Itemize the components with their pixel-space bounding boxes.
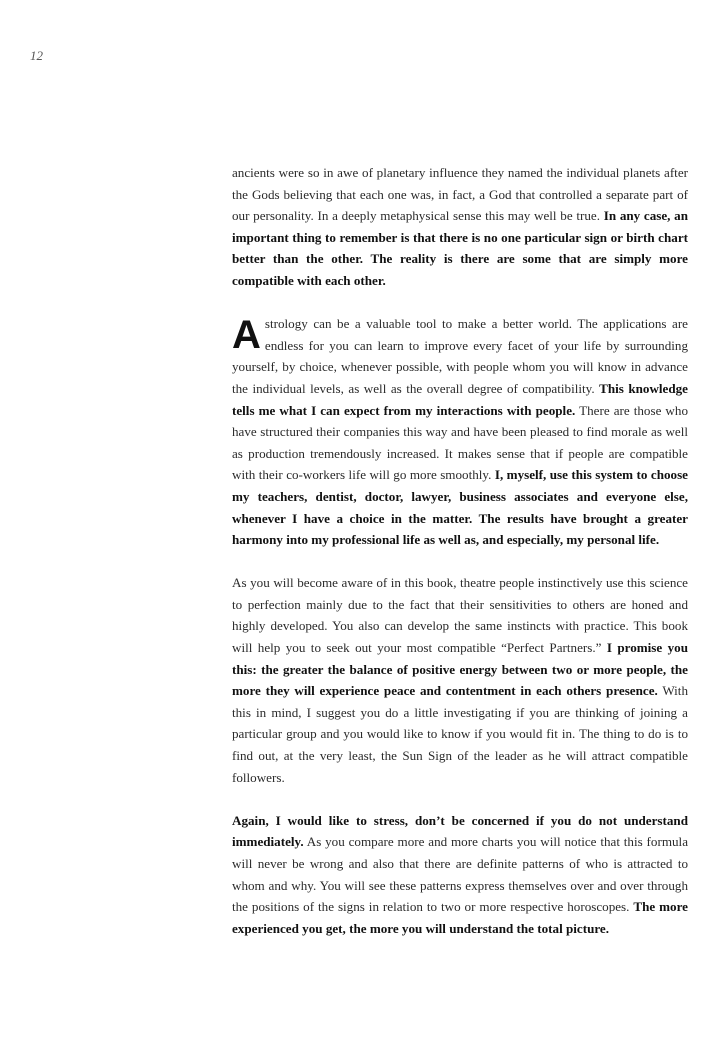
- paragraph-4: [232, 810, 688, 940]
- text-segment: As you compare more and more charts you will notice that this formula will never be wrong and also that there are definite patterns of who is attracted to whom and why. You will see these patterns express themselves over and over through the positions of the signs in relation to two or more respective horoscopes.: [232, 834, 688, 915]
- text-segment: As you will become aware of in this book, theatre people instinctively use this science to perfection mainly due to the fact that their sensitivities to others are honed and highly developed. You also can develop the same instincts with practice. This book will help you to seek out your most compatible “Perfect Partners.”: [232, 575, 688, 656]
- drop-cap-letter: A: [232, 313, 261, 358]
- paragraph-2: [232, 313, 688, 551]
- text-segment: strology can be a valuable tool to make a better world. The applications are endless for you can learn to improve every facet of your life by surrounding yourself, by choice, whenever possible, with people whom you will know in advance the individual levels, as well as the overall degree of compatibility.: [232, 316, 688, 396]
- paragraph-3: [232, 572, 688, 788]
- bold-text-segment: This knowledge tells me what I can expect from my interactions with people.: [232, 380, 688, 418]
- page-number: 12: [30, 48, 43, 63]
- text-segment: ancients were so in awe of planetary influence they named the individual planets after the Gods believing that each one was, in fact, a God that controlled a separate part of our personality. In a deeply metaphysical sense this may well be true.: [232, 165, 688, 224]
- bold-text-segment: In any case, an important thing to remember is that there is no one particular sign or birth chart better than the other. The reality is there are some that are simply more compatible with each other.: [232, 208, 688, 288]
- text-segment: There are those who have structured their companies this way and have been pleased to find morale as well as production tremendously increased. It makes sense that if people are compatible with their co-workers life will go more smoothly.: [232, 402, 688, 483]
- body-text: [232, 162, 688, 939]
- bold-text-segment: I, myself, use this system to choose my teachers, dentist, doctor, lawyer, business associates and everyone else, whenever I have a choice in the matter. The results have brought a greater harmony into my professional life as well as, and especially, my personal life.: [232, 467, 688, 548]
- bold-text-segment: Again, I would like to stress, don’t be concerned if you do not understand immediately.: [232, 812, 688, 850]
- bold-text-segment: The more experienced you get, the more you will understand the total picture.: [232, 899, 688, 936]
- paragraph-1: [232, 162, 688, 292]
- text-segment: With this in mind, I suggest you do a little investigating if you are thinking of joining a particular group and you would like to know if you would fit in. The thing to do is to find out, at the very least, the Sun Sign of the leader as he will attract compatible followers.: [232, 683, 688, 785]
- bold-text-segment: I promise you this: the greater the balance of positive energy between two or more people, the more they will experience peace and contentment in each others presence.: [232, 640, 689, 699]
